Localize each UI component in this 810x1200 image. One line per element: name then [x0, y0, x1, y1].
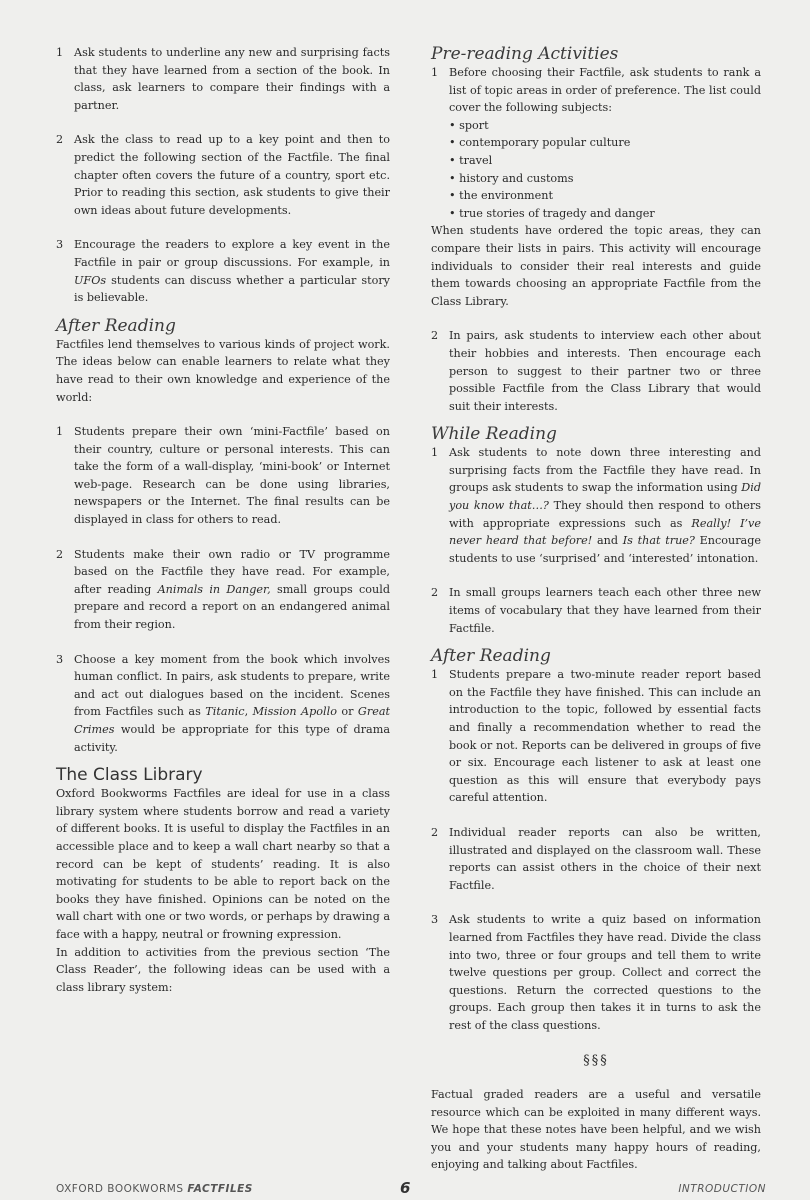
pre-reading-paragraph: When students have ordered the topic areas, they can compare their lists in pairs. This activity will encourage individuals to consider their real interests and guide them towards choosing an appropriate Factfile from the Class Library. — [431, 224, 761, 308]
list-item — [56, 546, 390, 634]
list-item — [431, 666, 761, 807]
item-number: 3 — [56, 652, 64, 666]
item-text: Individual reader reports can also be written, illustrated and displayed on the classroom wall. These reports can assist others in the choice of their next Factfile. — [449, 825, 761, 892]
item-number: 2 — [431, 586, 439, 600]
topic-list — [431, 117, 761, 223]
section-heading-pre-reading: Pre-reading Activities — [431, 44, 619, 64]
item-number: 1 — [431, 446, 439, 460]
item-text: Students prepare a two-minute reader report based on the Factfile they have finished. This can include an introduction to the topic, followed by essential facts and finally a recommendation whether to read the book or not. Reports can be delivered in groups of five or six. Encourage each listener to ask at least one question as this will ensure that everybody pays careful attention. — [449, 668, 761, 805]
list-item — [431, 64, 761, 117]
topic-item: • travel — [449, 152, 761, 170]
item-number: 3 — [431, 913, 439, 927]
left-column — [56, 44, 390, 996]
list-item — [56, 651, 390, 757]
example-phrase: Did you know that…? — [449, 481, 761, 513]
item-number: 2 — [431, 825, 439, 839]
item-text: Ask the class to read up to a key point and then to predict the following section of the Factfile. The final chapter often covers the future of a country, sport etc. Prior to reading this section, ask students to give their own ideas about future developments. — [74, 133, 390, 217]
class-library-paragraph: In addition to activities from the previous section ‘The Class Reader’, the following ideas can be used with a class library system: — [56, 945, 390, 994]
item-text: Students make their own radio or TV programme based on the Factfile they have read. For example, after reading Animals in Danger, small groups could prepare and record a report on an endangered animal from their region. — [74, 547, 390, 632]
topic-item: • true stories of tragedy and danger — [449, 205, 761, 223]
page-number: 6 — [400, 1179, 411, 1197]
book-title: Titanic — [205, 705, 245, 719]
right-column — [431, 44, 761, 1174]
list-item — [56, 44, 390, 114]
item-text: Ask students to note down three interesting and surprising facts from the Factfile they have read. In groups ask students to swap the information using Did you know that…? They should then respond to others with appropriate expressions such as Really! I’ve never heard that before! and Is that true? Encourage students to use ‘surprised’ and ‘interested’ intonation. — [449, 446, 762, 565]
list-item — [431, 824, 761, 894]
book-title: Animals in Danger, — [157, 582, 271, 596]
item-text: Choose a key moment from the book which involves human conflict. In pairs, ask students to prepare, write and act out dialogues based on the incident. Scenes from Factfiles such as Titanic, Mission Apollo or Great Crimes would be appropriate for this type of drama activity. — [74, 652, 390, 754]
section-heading-while-reading: While Reading — [431, 424, 557, 445]
closing-paragraph: Factual graded readers are a useful and versatile resource which can be exploited in many different ways. We hope that these notes have been helpful, and we wish you and your students many happy hours of reading, enjoying and talking about Factfiles. — [431, 1088, 761, 1172]
section-heading-class-library: The Class Library — [56, 765, 203, 786]
section-heading-after-reading-2: After Reading — [431, 646, 551, 667]
page-footer — [56, 1181, 766, 1197]
item-number: 2 — [56, 547, 64, 561]
topic-item: • the environment — [449, 187, 761, 205]
example-phrase: Is that true? — [622, 534, 695, 548]
topic-item: • sport — [449, 117, 761, 135]
topic-item: • history and customs — [449, 170, 761, 188]
item-text: Ask students to underline any new and surprising facts that they have learned from a section of the book. In class, ask learners to compare their findings with a partner. — [74, 46, 390, 112]
series-name: OXFORD BOOKWORMS FACTFILES — [56, 1183, 253, 1195]
topic-item: • contemporary popular culture — [449, 134, 761, 152]
item-number: 1 — [56, 425, 64, 439]
list-item — [431, 584, 761, 637]
list-item — [431, 911, 761, 1034]
item-number: 1 — [431, 66, 439, 79]
section-name: INTRODUCTION — [678, 1183, 766, 1195]
list-item — [431, 444, 761, 567]
item-text: Encourage the readers to explore a key event in the Factfile in pair or group discussions. For example, in UFOs students can discuss whether a particular story is believable. — [74, 238, 390, 305]
item-text: In small groups learners teach each other three new items of vocabulary that they have learned from their Factfile. — [449, 586, 761, 635]
item-text: In pairs, ask students to interview each other about their hobbies and interests. Then encourage each person to suggest to their partner two or three possible Factfile from the Class Library that would suit their interests. — [449, 329, 761, 413]
item-number: 1 — [431, 668, 439, 682]
item-text: Before choosing their Factfile, ask students to rank a list of topic areas in order of preference. The list could cover the following subjects: — [449, 66, 761, 115]
after-reading-intro: Factfiles lend themselves to various kinds of project work. The ideas below can enable learners to relate what they have read to their own knowledge and experience of the world: — [56, 337, 390, 404]
book-title: Great Crimes — [74, 705, 390, 736]
item-number: 3 — [56, 238, 64, 252]
book-title: Mission Apollo — [252, 705, 337, 719]
class-library-paragraph: Oxford Bookworms Factfiles are ideal for use in a class library system where students borrow and read a variety of different books. It is useful to display the Factfiles in an accessible place and to keep a wall chart nearby so that a record can be kept of students’ reading. It is also motivating for students to be able to report back on the books they have finished. Opinions can be noted on the wall chart with one or two words, or perhaps by drawing a face with a happy, neutral or frowning expression. — [56, 787, 390, 941]
list-item — [56, 236, 390, 306]
example-phrase: Really! I’ve never heard that before! — [449, 516, 761, 548]
item-text: Ask students to write a quiz based on information learned from Factfiles they have read. Divide the class into two, three or four groups and tell them to write twelve questions per group. Collect and correct the questions. Return the corrected questions to the groups. Each group then takes it in turns to ask the rest of the class questions. — [449, 913, 761, 1032]
list-item — [431, 327, 761, 415]
list-item — [56, 423, 390, 529]
section-heading-after-reading: After Reading — [56, 315, 176, 336]
list-item — [56, 131, 390, 219]
item-number: 1 — [56, 46, 64, 59]
section-separator: §§§ — [583, 1052, 609, 1068]
item-number: 2 — [431, 329, 439, 343]
item-number: 2 — [56, 133, 64, 147]
book-title: UFOs — [74, 273, 107, 287]
item-text: Students prepare their own ‘mini-Factfile’ based on their country, culture or personal interests. This can take the form of a wall-display, ‘mini-book’ or Internet web-page. Research can be done using libraries, newspapers or the Internet. The final results can be displayed in class for others to read. — [74, 425, 390, 527]
